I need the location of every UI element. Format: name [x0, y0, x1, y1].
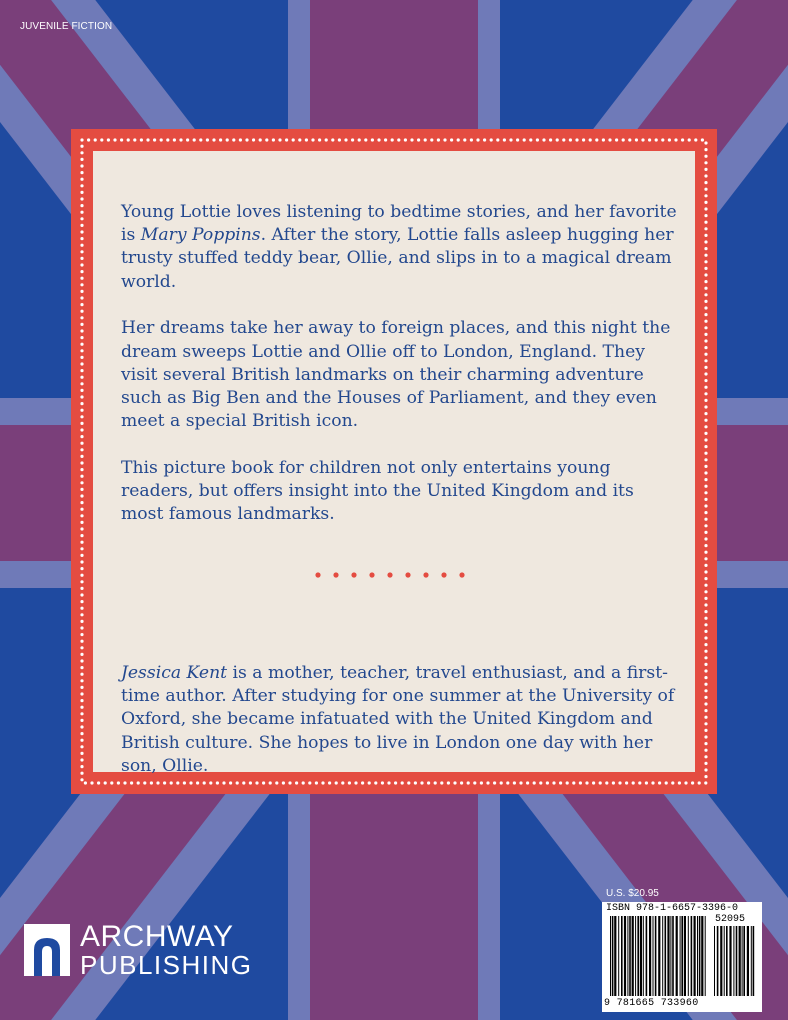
- publisher-name-line1: ARCHWAY: [80, 920, 234, 953]
- blurb-panel: [71, 129, 717, 794]
- dot-separator: [315, 570, 475, 580]
- blurb-paragraph-1: Young Lottie loves listening to bedtime stories, and her favorite is Mary Poppins. After the story, Lottie falls asleep hugging her trusty stuffed teddy bear, Ollie, and slips in to a magical dream world.: [121, 202, 677, 292]
- book-title-italic: Mary Poppins: [140, 225, 261, 246]
- archway-arch-icon: [24, 924, 70, 976]
- barcode-addon-text: 52095: [715, 914, 746, 925]
- blurb-paragraph-3: This picture book for children not only entertains young readers, but offers insight into the United Kingdom and its most famous landmarks.: [121, 457, 634, 525]
- isbn-text: ISBN 978-1-6657-3396-0: [606, 903, 739, 914]
- publisher-name-line2: PUBLISHING: [80, 950, 253, 980]
- addon-bars: [714, 926, 758, 998]
- barcode-digits: 9 781665 733960: [604, 998, 699, 1009]
- genre-label: JUVENILE FICTION: [20, 21, 113, 32]
- ean-bars: [610, 916, 710, 1000]
- blurb-text: [121, 201, 681, 550]
- isbn-barcode: [602, 902, 762, 1012]
- author-bio: Jessica Kent is a mother, teacher, travel enthusiast, and a first-time author. After studying for one summer at the University of Oxford, she became infatuated with the United Kingdom and British culture. She hopes to live in London one day with her son, Ollie.: [121, 663, 675, 776]
- price-label: U.S. $20.95: [606, 888, 659, 899]
- blurb-paragraph-2: Her dreams take her away to foreign places, and this night the dream sweeps Lottie and Ollie off to London, England. They visit several British landmarks on their charming adventure such as Big Ben and the Houses of Parliament, and they even meet a special British icon.: [121, 318, 671, 432]
- author-name: Jessica Kent: [121, 663, 228, 683]
